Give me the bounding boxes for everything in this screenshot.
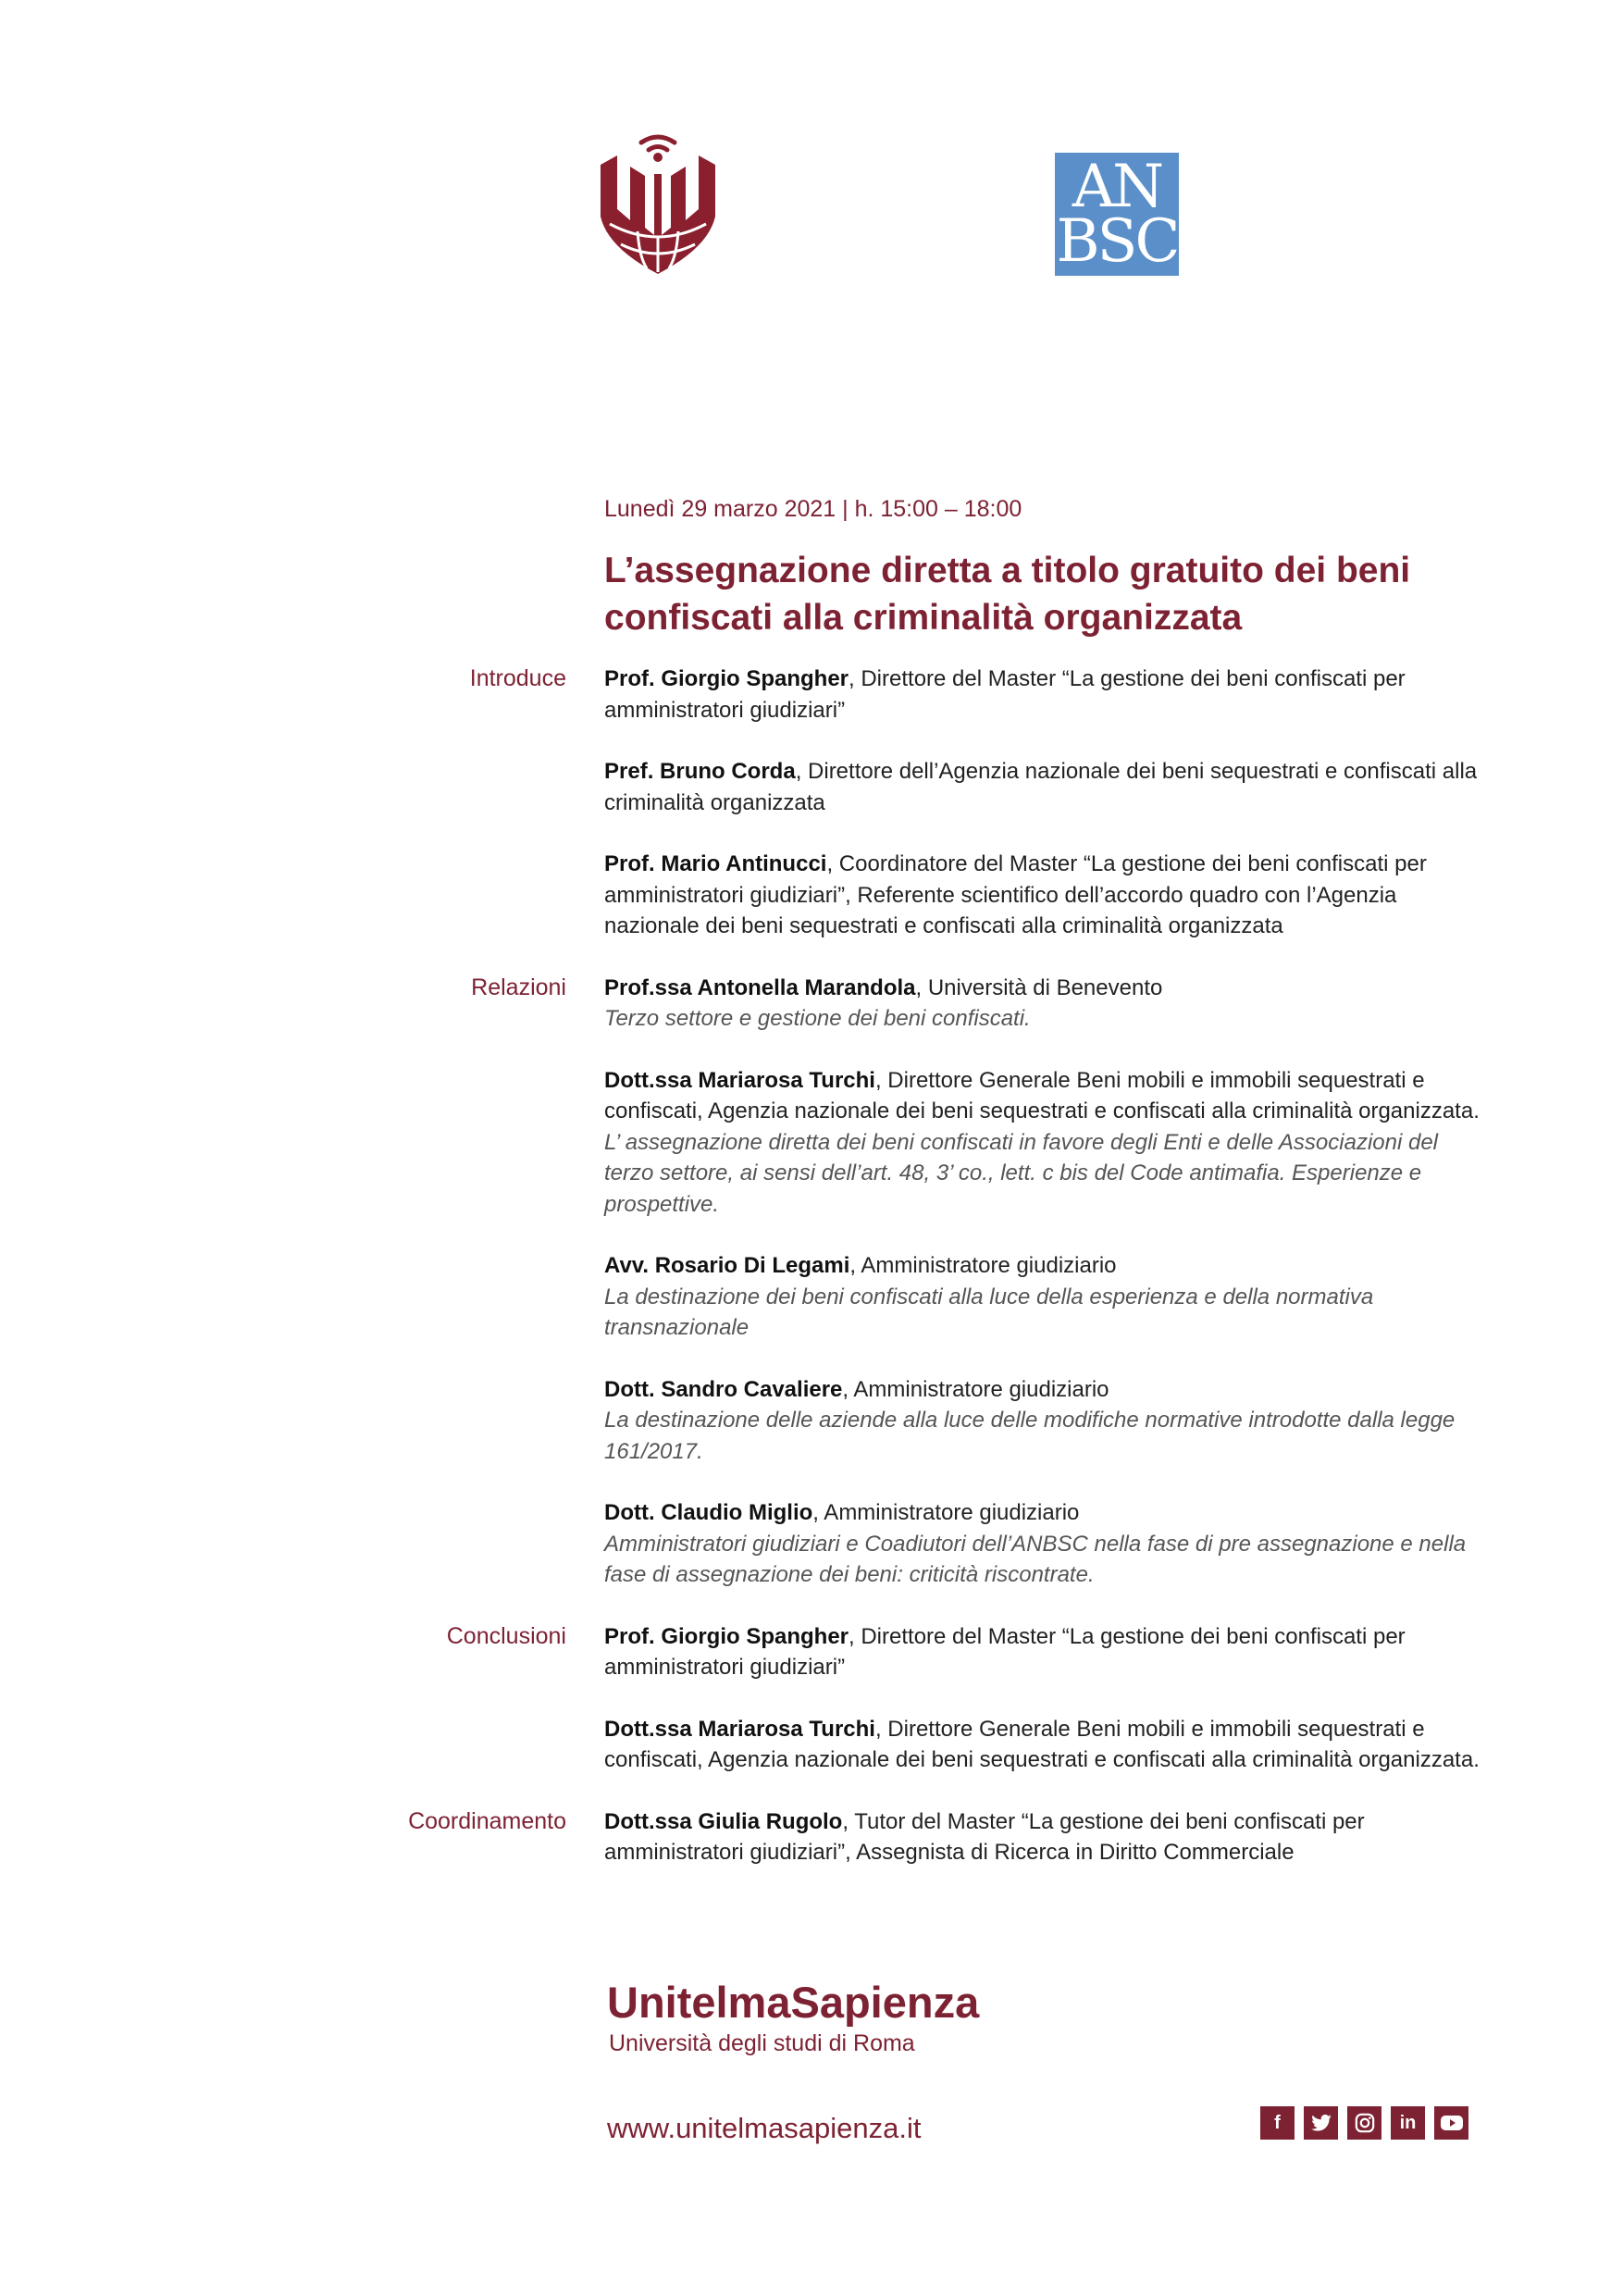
section-label-coordinamento: Coordinamento [408,1807,566,1834]
talk-topic: Terzo settore e gestione dei beni confiscati. [604,1006,1031,1031]
speaker-role: , Amministratore giudiziario [849,1253,1117,1278]
linkedin-icon[interactable]: in [1391,2106,1425,2140]
speaker-name: Pref. Bruno Corda [604,759,796,784]
section-label-conclusioni: Conclusioni [446,1622,566,1649]
talk-topic: La destinazione dei beni confiscati alla luce della esperienza e della normativa transnazionale [604,1284,1374,1340]
event-title: L’assegnazione diretta a titolo gratuito dei beni confiscati alla criminalità organizzata [604,551,1411,638]
speaker-entry [604,664,1483,726]
speaker-entry [604,1621,1483,1683]
twitter-icon[interactable] [1304,2106,1338,2140]
section-relazioni [0,973,1623,1591]
youtube-icon[interactable] [1434,2106,1468,2140]
section-conclusioni [0,1621,1623,1776]
speaker-name: Prof. Giorgio Spangher [604,1623,849,1649]
unitelma-logo [597,128,719,276]
speaker-entry [604,1806,1483,1868]
speaker-name: Dott. Sandro Cavaliere [604,1376,843,1402]
section-introduce [0,664,1623,942]
speaker-role: , Direttore del Master “La gestione dei beni confiscati per amministratori giudiziari” [604,1623,1406,1680]
speaker-entry [604,756,1483,818]
section-label-relazioni: Relazioni [471,974,566,1000]
speaker-name: Dott.ssa Giulia Rugolo [604,1808,843,1834]
speaker-name: Avv. Rosario Di Legami [604,1253,850,1278]
speaker-entry [604,973,1483,1035]
speaker-entry [604,1250,1483,1344]
section-body-coordinamento [604,1806,1483,1868]
speaker-role: , Direttore Generale Beni mobili e immobili sequestrati e confiscati, Agenzia nazionale dei beni sequestrati e confiscati alla criminalità organizzata. [604,1067,1480,1123]
brand-subtitle: Università degli studi di Roma [609,2030,915,2056]
section-body-introduce [604,664,1483,942]
section-body-conclusioni [604,1621,1483,1776]
speaker-entry [604,1065,1483,1221]
speaker-name: Dott.ssa Mariarosa Turchi [604,1067,875,1093]
anbsc-logo-line1: AN [1072,152,1162,221]
instagram-icon[interactable] [1347,2106,1381,2140]
speaker-role: , Amministratore giudiziario [812,1500,1080,1525]
section-body-relazioni [604,973,1483,1591]
speaker-role: , Direttore Generale Beni mobili e immobili sequestrati e confiscati, Agenzia nazionale dei beni sequestrati e confiscati alla criminalità organizzata. [604,1716,1480,1772]
speaker-role: , Direttore dell’Agenzia nazionale dei beni sequestrati e confiscati alla criminalità organizzata [604,759,1478,815]
speaker-role: , Tutor del Master “La gestione dei beni confiscati per amministratori giudiziari”, Assegnista di Ricerca in Diritto Commerciale [604,1808,1365,1865]
social-links [1260,2106,1468,2140]
speaker-role: , Università di Benevento [915,974,1163,1000]
website-link[interactable]: www.unitelmasapienza.it [607,2112,922,2144]
speaker-name: Prof. Giorgio Spangher [604,666,849,691]
anbsc-logo [1055,153,1179,276]
facebook-icon[interactable]: f [1260,2106,1295,2140]
talk-topic: La destinazione delle aziende alla luce delle modifiche normative introdotte dalla legge 161/2017. [604,1408,1456,1464]
speaker-entry [604,849,1483,942]
speaker-name: Dott.ssa Mariarosa Turchi [604,1716,875,1742]
footer-brand [607,1977,979,2058]
speaker-entry [604,1374,1483,1468]
anbsc-logo-line2: BSC [1056,206,1178,276]
speaker-role: , Direttore del Master “La gestione dei beni confiscati per amministratori giudiziari” [604,666,1406,723]
section-coordinamento [0,1806,1623,1868]
event-date: Lunedì 29 marzo 2021 | h. 15:00 – 18:00 [604,496,1022,522]
speaker-name: Dott. Claudio Miglio [604,1500,813,1525]
program-content [0,493,1623,1868]
talk-topic: L’ assegnazione diretta dei beni confiscati in favore degli Enti e delle Associazioni del terzo settore, ai sensi dell’art. 48, 3’ co., lett. c bis del Code antimafia. Esperienze e prospettive. [604,1129,1439,1217]
brand-name: UnitelmaSapienza [607,1978,980,2027]
speaker-role: , Coordinatore del Master “La gestione dei beni confiscati per amministratori giudiziari”, Referente scientifico dell’accordo quadro con l’Agenzia nazionale dei beni sequestrati e confiscati alla criminalità organizzata [604,851,1427,938]
section-label-introduce: Introduce [469,665,566,691]
speaker-name: Prof.ssa Antonella Marandola [604,974,916,1000]
speaker-role: , Amministratore giudiziario [842,1376,1109,1402]
talk-topic: Amministratori giudiziari e Coadiutori dell’ANBSC nella fase di pre assegnazione e nella fase di assegnazione dei beni: criticità riscontrate. [604,1531,1467,1587]
speaker-entry [604,1497,1483,1591]
speaker-name: Prof. Mario Antinucci [604,851,827,876]
speaker-entry [604,1714,1483,1776]
